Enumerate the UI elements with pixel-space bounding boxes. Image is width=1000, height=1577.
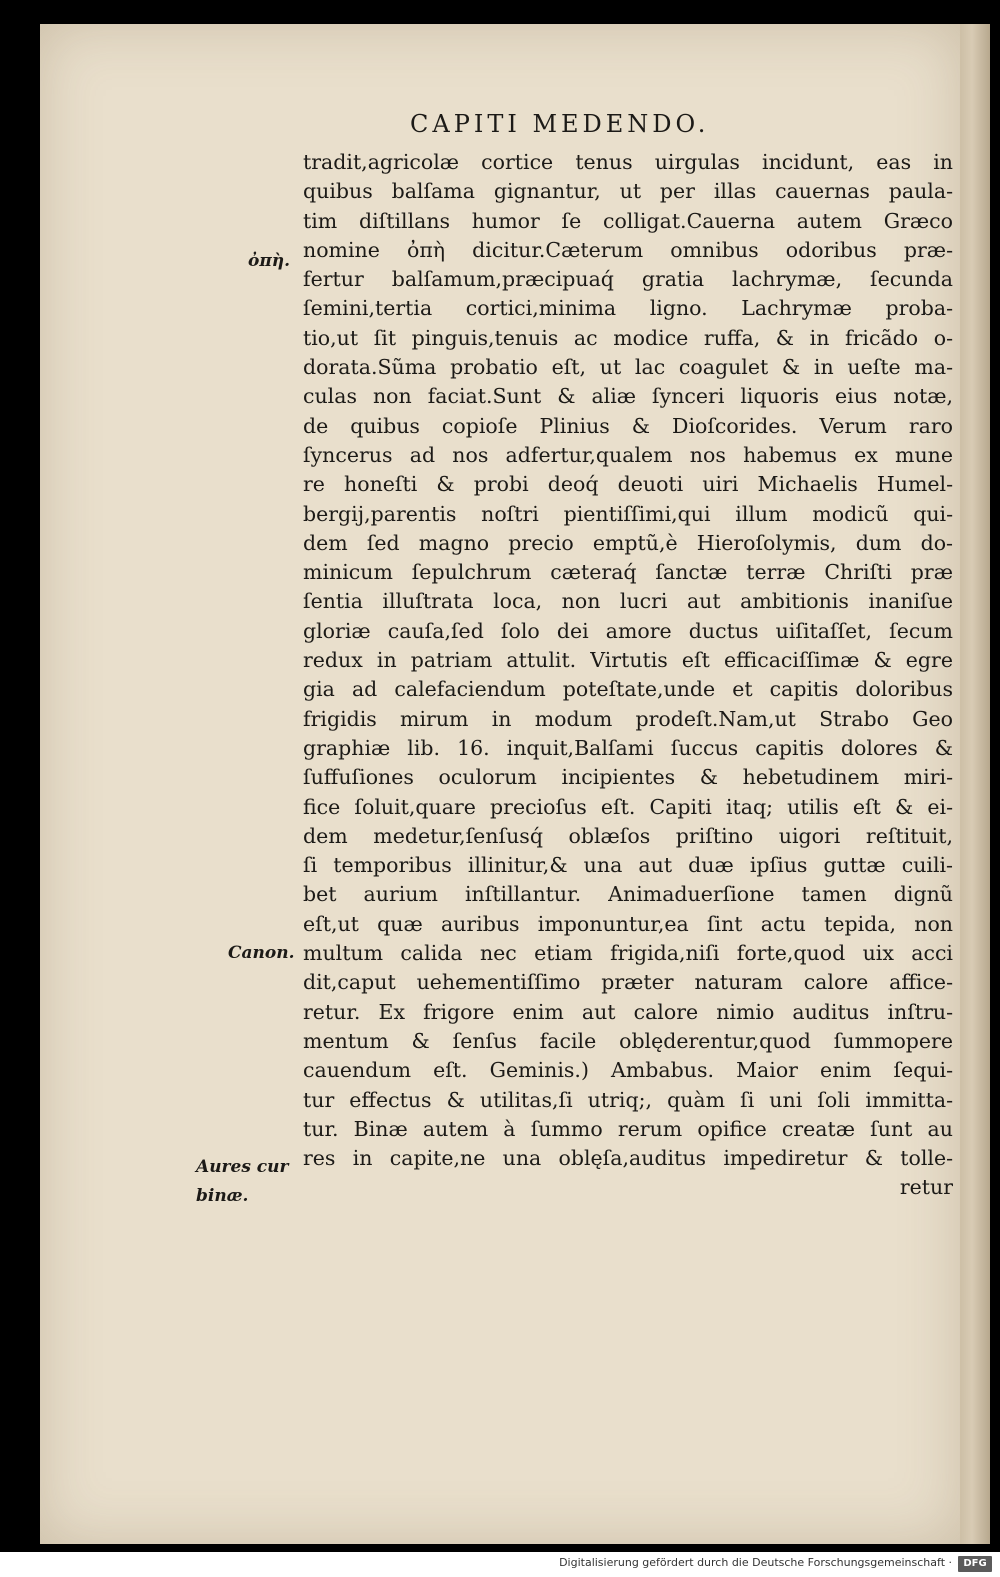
text-line: bet aurium inſtillantur. Animaduerſione tamen dignũ [303, 882, 953, 907]
text-line: ſemini,tertia cortici,minima ligno. Lachrymæ proba- [303, 296, 953, 321]
text-line: quibus balſama gignantur, ut per illas cauernas paula- [303, 179, 953, 204]
text-line: tur. Binæ autem à ſummo rerum opifice creatæ ſunt au [303, 1116, 953, 1141]
margin-note-aures: Aures cur [196, 1157, 289, 1177]
text-line: dem medetur,ſenſusq́ oblæſos priſtino uigori reſtituit, [303, 823, 953, 848]
text-line: de quibus copioſe Plinius & Dioſcorides. Verum raro [303, 413, 953, 438]
text-line: redux in patriam attulit. Virtutis eſt efficaciſſimæ & egre [303, 648, 953, 673]
margin-note-binae: binæ. [196, 1186, 249, 1206]
text-line: graphiæ lib. 16. inquit,Balſami ſuccus capitis dolores & [303, 735, 953, 760]
body-text [303, 148, 953, 1203]
text-line: ſi temporibus illinitur,& una aut duæ ipſius guttæ cuili- [303, 853, 953, 878]
text-line: mentum & ſenſus facile oblęderentur,quod ſummopere [303, 1028, 953, 1053]
text-line: fertur balſamum,præcipuaq́ gratia lachrymæ, ſecunda [303, 267, 953, 292]
text-line: re honeſti & probi deoq́ deuoti uiri Michaelis Humel- [303, 472, 953, 497]
footer-bar [0, 1552, 1000, 1577]
text-line: tim diſtillans humor ſe colligat.Cauerna autem Græco [303, 208, 953, 233]
text-line: gloriæ cauſa,ſed ſolo dei amore ductus uiſitaſſet, ſecum [303, 618, 953, 643]
text-line: frigidis mirum in modum prodeſt.Nam,ut Strabo Geo [303, 706, 953, 731]
text-line: bergij,parentis noſtri pientiſſimi,qui illum modicũ qui- [303, 501, 953, 526]
margin-note-canon: Canon. [228, 943, 295, 963]
text-line: ſyncerus ad nos adfertur,qualem nos habemus ex mune [303, 442, 953, 467]
text-line: ſuffuſiones oculorum incipientes & hebetudinem miri- [303, 765, 953, 790]
text-line: eſt,ut quæ auribus imponuntur,ea ſint actu tepida, non [303, 911, 953, 936]
running-head: CAPITI MEDENDO. [410, 110, 710, 138]
text-line: dem ſed magno precio emptũ,è Hieroſolymis, dum do- [303, 530, 953, 555]
text-line: tio,ut ſit pinguis,tenuis ac modice ruffa, & in fricãdo o- [303, 325, 953, 350]
text-line: retur [899, 1175, 953, 1200]
text-line: fice ſoluit,quare precioſus eſt. Capiti itaq; utilis eſt & ei- [303, 794, 953, 819]
text-line: minicum ſepulchrum cæteraq́ ſanctæ terræ Chriſti præ [303, 560, 953, 585]
text-line: gia ad calefaciendum poteſtate,unde et capitis doloribus [303, 677, 953, 702]
text-line: dorata.Sũma probatio eſt, ut lac coagulet & in ueſte ma- [303, 355, 953, 380]
text-line: culas non faciat.Sunt & aliæ ſynceri liquoris eius notæ, [303, 384, 953, 409]
text-line: retur. Ex frigore enim aut calore nimio auditus inſtru- [303, 999, 953, 1024]
footer-credit: Digitalisierung gefördert durch die Deutsche Forschungsgemeinschaft · [559, 1556, 952, 1569]
dfg-logo: DFG [958, 1556, 992, 1572]
text-line: cauendum eſt. Geminis.) Ambabus. Maior enim ſequi- [303, 1058, 953, 1083]
margin-note-opi: ὀπὴ. [248, 251, 291, 271]
text-line: nomine ὀπὴ dicitur.Cæterum omnibus odoribus præ- [303, 237, 953, 262]
text-line: tradit,agricolæ cortice tenus uirgulas incidunt, eas in [303, 150, 953, 174]
text-line: tur effectus & utilitas,ſi utriq;, quàm ſi uni ſoli immitta- [303, 1087, 953, 1112]
text-line: ſentia illuſtrata loca, non lucri aut ambitionis inaniſue [303, 589, 953, 614]
page-edge [960, 24, 990, 1544]
text-line: res in capite,ne una oblęſa,auditus impediretur & tolle- [303, 1146, 953, 1171]
text-line: multum calida nec etiam frigida,niſi forte,quod uix acci [303, 941, 953, 966]
text-line: dit,caput uehementiſſimo præter naturam calore affice- [303, 970, 953, 995]
